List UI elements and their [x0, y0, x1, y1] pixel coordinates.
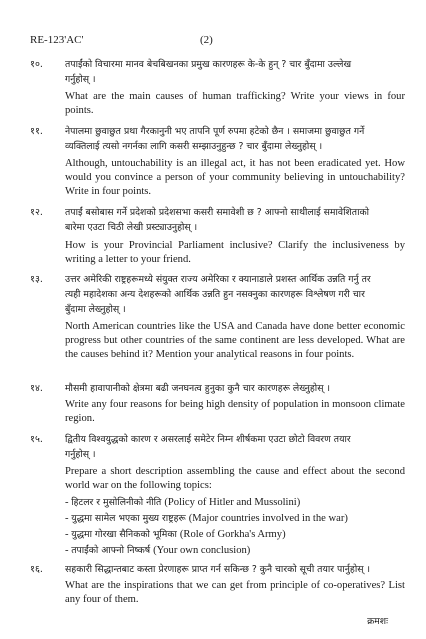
question-number-10: १०. — [30, 59, 43, 70]
q14-nepali-line-1: मौसमी हावापानीको क्षेत्रमा बढी जनघनत्व हुनुका कुनै चार कारणहरू लेख्नुहोस् । — [65, 383, 330, 394]
q15-bullet-1-nepali: हिटलर र मुसोलिनीको नीति — [71, 497, 162, 508]
q15-bullet: - हिटलर र मुसोलिनीको नीति (Policy of Hitler and Mussolini) — [65, 497, 301, 508]
q12-nepali-line-2: बारेमा एउटा चिठी लेखी प्रस्ट्याउनुहोस् । — [65, 222, 198, 233]
page-number: (2) — [200, 34, 213, 46]
question-number-12: १२. — [30, 207, 43, 218]
q12-english: How is your Provincial Parliament inclusive? Clarify the inclusiveness by writing a letter to your friend. — [65, 240, 405, 265]
q15-english: Prepare a short description assembling the cause and effect about the second world war on the following topics: — [65, 466, 405, 491]
q15-bullet: - युद्धमा सामेल भएका मुख्य राष्ट्रहरू (Major countries involved in the war) — [65, 513, 348, 524]
q14-english: Write any four reasons for being high density of population in monsoon climate region. — [65, 399, 405, 424]
q15-bullet-4-english: (Your own conclusion) — [153, 545, 251, 556]
q16-nepali-line-1: सहकारी सिद्धान्तबाट कस्ता प्रेरणाहरू प्राप्त गर्न सकिन्छ ? कुनै चारको सूची तयार पार्नुहोस् । — [65, 564, 370, 575]
q16-english: What are the inspirations that we can get from principle of co-operatives? List any four of them. — [65, 580, 405, 605]
q13-nepali-line-1: उत्तर अमेरिकी राष्ट्रहरूमध्ये संयुक्त राज्य अमेरिका र क्यानाडाले प्रशस्त आर्थिक उन्नति गर्नु तर — [65, 274, 371, 285]
q11-nepali-line-2: व्यक्तिलाई त्यसो नगर्नका लागि कसरी सम्झाउनुहुन्छ ? चार बुँदामा लेख्नुहोस् । — [65, 141, 323, 152]
question-number-13: १३. — [30, 274, 43, 285]
q15-bullet-2-english: (Major countries involved in the war) — [188, 513, 348, 524]
q15-nepali-line-1: द्वितीय विश्वयुद्धको कारण र असरलाई समेटेर निम्न शीर्षकमा एउटा छोटो विवरण तयार — [65, 434, 351, 445]
q15-bullet-4-nepali: तपाईंको आफ्नो निष्कर्ष — [71, 545, 151, 556]
question-number-15: १५. — [30, 434, 43, 445]
q10-nepali-line-2: गर्नुहोस् । — [65, 74, 96, 85]
paper-code: RE-123'AC' — [30, 34, 84, 46]
q15-bullet-3-english: (Role of Gorkha's Army) — [179, 529, 286, 540]
q15-bullet: - तपाईंको आफ्नो निष्कर्ष (Your own conclusion) — [65, 545, 251, 556]
q15-bullet-3-nepali: युद्धमा गोरखा सैनिकको भूमिका — [71, 529, 177, 540]
q15-bullet: - युद्धमा गोरखा सैनिकको भूमिका (Role of Gorkha's Army) — [65, 529, 286, 540]
q12-nepali-line-1: तपाईं बसोबास गर्ने प्रदेशको प्रदेशसभा कसरी समावेशी छ ? आफ्नो साथीलाई समावेशिताको — [65, 207, 370, 218]
q10-english: What are the main causes of human trafficking? Write your views in four points. — [65, 91, 405, 116]
q13-english: North American countries like the USA and Canada have done better economic progress but other countries of the same continent are less developed. What are the causes behind it? Mention your analytical reasons in four points. — [65, 321, 405, 360]
question-number-14: १४. — [30, 383, 43, 394]
q11-english: Although, untouchability is an illegal act, it has not been eradicated yet. How would you convince a person of your community believing in untouchability? Write in four points. — [65, 158, 405, 197]
q10-nepali-line-1: तपाईंको विचारमा मानव बेचबिखनका प्रमुख कारणहरू के-के हुन् ? चार बुँदामा उल्लेख — [65, 59, 352, 70]
q15-bullet-1-english: (Policy of Hitler and Mussolini) — [164, 497, 301, 508]
q15-bullet-2-nepali: युद्धमा सामेल भएका मुख्य राष्ट्रहरू — [71, 513, 186, 524]
question-number-11: ११. — [30, 126, 43, 137]
q13-nepali-line-3: बुँदामा लेख्नुहोस् । — [65, 304, 126, 315]
continued-label: क्रमशः — [367, 616, 388, 627]
question-number-16: १६. — [30, 564, 43, 575]
q15-nepali-line-2: गर्नुहोस् । — [65, 449, 96, 460]
q13-nepali-line-2: त्यही महादेशका अन्य देशहरूको आर्थिक उन्नति हुन नसक्नुका कारणहरू विश्लेषण गरी चार — [65, 289, 365, 300]
q11-nepali-line-1: नेपालमा छुवाछुत प्रथा गैरकानुनी भए तापनि पूर्ण रुपमा हटेको छैन । समाजमा छुवाछुत गर्ने — [65, 126, 365, 137]
